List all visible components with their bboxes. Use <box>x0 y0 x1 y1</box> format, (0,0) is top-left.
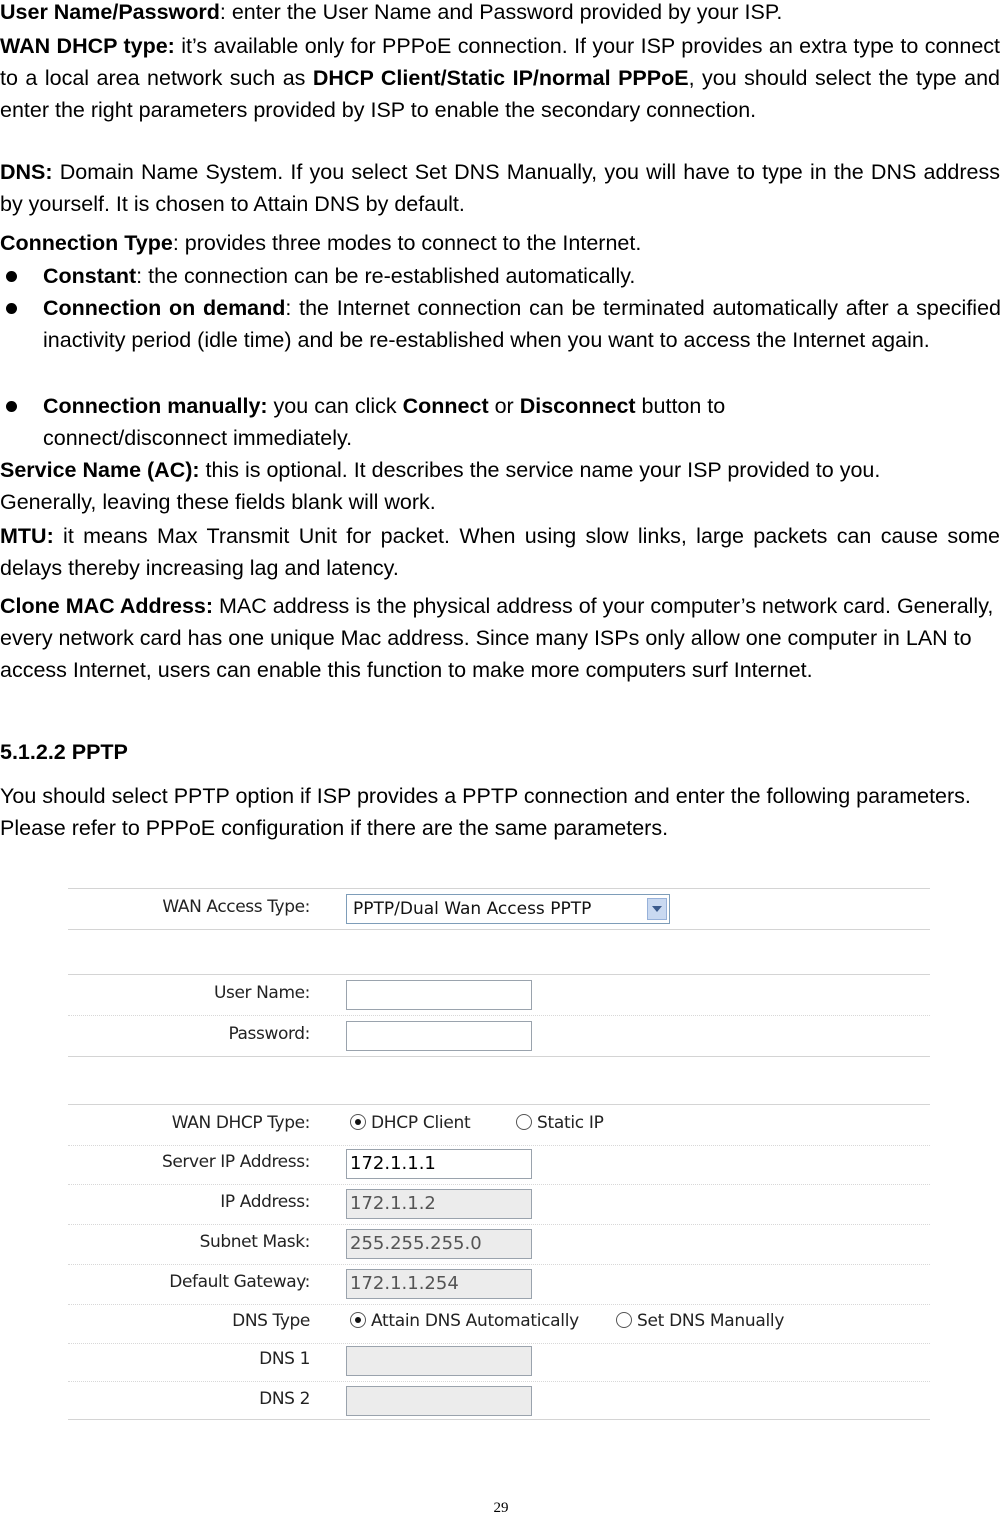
term: Constant <box>43 264 137 288</box>
password-row <box>68 1016 930 1056</box>
password-input[interactable] <box>346 1021 532 1051</box>
wan-access-row <box>68 889 930 929</box>
dns1-input[interactable] <box>346 1346 532 1376</box>
desc: : the Internet connection can be terminated automatically after a specified inactivity period (idle time) and be re-established when you want to access the Internet again. <box>43 296 1002 352</box>
para-wan-dhcp-type <box>0 30 1000 126</box>
bullet-dot-icon <box>6 401 17 412</box>
dns2-row <box>68 1381 930 1421</box>
wan-access-block <box>68 888 930 930</box>
section-heading: 5.1.2.2 PPTP <box>0 740 128 764</box>
user-name-input[interactable] <box>346 980 532 1010</box>
para-mtu <box>0 520 1000 584</box>
bullet-dot-icon <box>6 271 17 282</box>
term: Clone MAC Address: <box>0 594 214 618</box>
radio-label: Static IP <box>537 1113 604 1133</box>
term: WAN DHCP type: <box>0 34 175 58</box>
term: Connection Type <box>0 231 173 255</box>
desc: it’s available only for PPPoE connection. If your ISP provides an extra type to connect to a local area network such as <box>0 34 1000 90</box>
term: User Name/Password <box>0 0 220 24</box>
desc: : enter the User Name and Password provided by your ISP. <box>219 0 783 24</box>
term: Service Name (AC): <box>0 458 200 482</box>
dhcp-type-label: WAN DHCP Type: <box>171 1113 310 1133</box>
desc: : provides three modes to connect to the Internet. <box>172 231 642 255</box>
set-dns-manually-radio[interactable] <box>616 1311 784 1331</box>
para-connection-type <box>0 227 1000 259</box>
dhcp-client-radio[interactable] <box>350 1113 470 1133</box>
dns-type-row <box>68 1303 930 1344</box>
emphasis: DHCP Client/Static IP/normal PPPoE <box>312 66 689 90</box>
default-gateway-input[interactable]: 172.1.1.254 <box>346 1269 532 1299</box>
dns-type-label: DNS Type <box>232 1311 310 1331</box>
subnet-mask-input[interactable]: 255.255.255.0 <box>346 1229 532 1259</box>
user-name-label: User Name: <box>213 983 310 1003</box>
dns1-row <box>68 1341 930 1382</box>
server-ip-row <box>68 1144 930 1185</box>
wan-access-select[interactable] <box>346 894 670 924</box>
desc: Domain Name System. If you select Set DNS Manually, you will have to type in the DNS address by yourself. It is chosen to Attain DNS by default. <box>0 160 1000 216</box>
para-user-password <box>0 0 1000 28</box>
desc: : the connection can be re-established automatically. <box>136 264 636 288</box>
bullet-text <box>43 260 1001 292</box>
default-gateway-row <box>68 1264 930 1305</box>
desc: it means Max Transmit Unit for packet. When using slow links, large packets can cause some delays thereby increasing lag and latency. <box>0 524 1000 580</box>
dhcp-type-row <box>68 1105 930 1146</box>
dns2-input[interactable] <box>346 1386 532 1416</box>
wan-access-value: PPTP/Dual Wan Access PPTP <box>353 899 592 919</box>
radio-unchecked-icon <box>616 1312 632 1328</box>
password-label: Password: <box>228 1024 310 1044</box>
attain-dns-radio[interactable] <box>350 1311 579 1331</box>
user-name-row <box>68 975 930 1016</box>
ip-address-row <box>68 1184 930 1225</box>
bullet-text <box>43 292 1001 356</box>
wan-access-label: WAN Access Type: <box>162 897 310 917</box>
subnet-mask-label: Subnet Mask: <box>199 1232 310 1252</box>
para-service-name <box>0 454 975 518</box>
radio-checked-icon <box>350 1114 366 1130</box>
server-ip-input[interactable]: 172.1.1.1 <box>346 1149 532 1179</box>
credentials-block <box>68 974 930 1057</box>
server-ip-label: Server IP Address: <box>161 1152 310 1172</box>
radio-label: Set DNS Manually <box>637 1311 785 1331</box>
subnet-mask-row <box>68 1224 930 1265</box>
radio-label: DHCP Client <box>371 1113 471 1133</box>
para-clone-mac <box>0 590 1000 686</box>
desc: button to connect/disconnect immediately. <box>43 394 726 450</box>
emphasis: Disconnect <box>519 394 636 418</box>
desc: this is optional. It describes the service name your ISP provided to you. Generally, leaving these fields blank will work. <box>0 458 881 514</box>
ip-address-label: IP Address: <box>220 1192 310 1212</box>
dhcp-block <box>68 1104 930 1420</box>
desc: or <box>488 394 520 418</box>
emphasis: Connect <box>402 394 489 418</box>
para-pptp-intro: You should select PPTP option if ISP provides a PPTP connection and enter the following parameters. Please refer to PPPoE configuration if there are the same parameters. <box>0 784 971 840</box>
bullet-dot-icon <box>6 303 17 314</box>
term: Connection on demand <box>43 296 286 320</box>
desc: MAC address is the physical address of your computer’s network card. Generally, every network card has one unique Mac address. Since many ISPs only allow one computer in LAN to access Internet, users can enable this function to make more computers surf Internet. <box>0 594 994 682</box>
desc: you can click <box>267 394 403 418</box>
radio-unchecked-icon <box>516 1114 532 1130</box>
dns2-label: DNS 2 <box>259 1389 310 1409</box>
static-ip-radio[interactable] <box>516 1113 604 1133</box>
dns1-label: DNS 1 <box>259 1349 310 1369</box>
term: DNS: <box>0 160 53 184</box>
chevron-down-icon[interactable] <box>647 898 667 920</box>
radio-label: Attain DNS Automatically <box>371 1311 579 1331</box>
default-gateway-label: Default Gateway: <box>169 1272 310 1292</box>
ip-address-input[interactable]: 172.1.1.2 <box>346 1189 532 1219</box>
bullet-text <box>43 390 843 454</box>
term: MTU: <box>0 524 54 548</box>
radio-checked-icon <box>350 1312 366 1328</box>
desc: , you should select the type and enter the right parameters provided by ISP to enable the secondary connection. <box>0 66 1000 122</box>
para-dns <box>0 156 1000 220</box>
term: Connection manually: <box>43 394 268 418</box>
page-number: 29 <box>493 1500 509 1516</box>
